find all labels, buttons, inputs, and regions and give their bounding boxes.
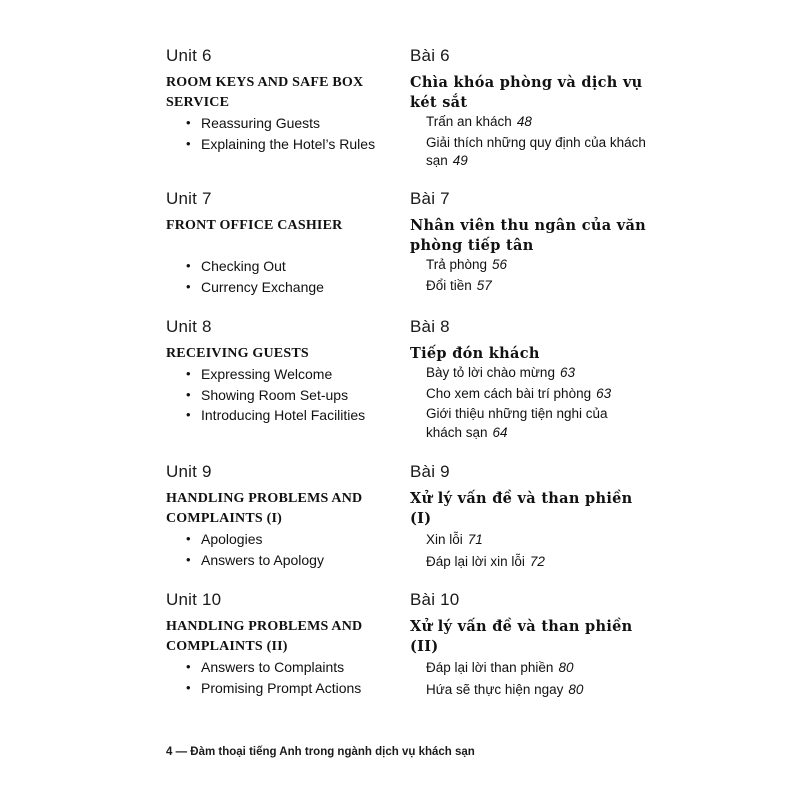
topic-list bbox=[410, 113, 646, 171]
unit-label: Unit 8 bbox=[166, 317, 212, 336]
unit-8-vi bbox=[410, 317, 646, 442]
unit-title: Xử lý vấn đề và than phiền (II) bbox=[410, 618, 633, 655]
unit-label: Bài 10 bbox=[410, 590, 460, 609]
topic-list bbox=[410, 364, 646, 442]
topic-item bbox=[426, 134, 646, 171]
bullet-icon: • bbox=[186, 679, 191, 695]
unit-label: Unit 10 bbox=[166, 590, 222, 609]
unit-title: ROOM KEYS AND SAFE BOX SERVICE bbox=[166, 75, 364, 110]
topic-item bbox=[426, 256, 646, 275]
bullet-icon: • bbox=[186, 366, 191, 381]
unit-7-en bbox=[166, 189, 388, 297]
unit-label: Bài 6 bbox=[410, 46, 450, 65]
bullet-icon: • bbox=[186, 258, 191, 273]
page-number: 48 bbox=[516, 114, 532, 129]
page-number: 49 bbox=[452, 153, 468, 168]
topic-text: Bày tỏ lời chào mừng bbox=[426, 365, 555, 380]
bullet-icon: • bbox=[186, 278, 191, 294]
topic-text: Answers to Apology bbox=[201, 551, 324, 568]
topic-item bbox=[166, 113, 388, 134]
bullet-icon: • bbox=[186, 386, 191, 402]
topic-text: Cho xem cách bài trí phòng bbox=[426, 385, 592, 401]
topic-text: Hứa sẽ thực hiện ngay bbox=[426, 681, 564, 697]
page-number: 71 bbox=[467, 532, 483, 547]
page-number: 64 bbox=[492, 424, 508, 440]
topic-item bbox=[166, 550, 388, 571]
unit-title: HANDLING PROBLEMS AND COMPLAINTS (II) bbox=[166, 619, 363, 654]
bullet-icon: • bbox=[186, 115, 191, 130]
unit-6-en bbox=[166, 46, 388, 154]
unit-10-vi bbox=[410, 590, 646, 699]
topic-text: Currency Exchange bbox=[201, 278, 324, 295]
page-number: 80 bbox=[558, 660, 574, 675]
bullet-icon: • bbox=[186, 531, 191, 546]
unit-title: RECEIVING GUESTS bbox=[166, 346, 309, 361]
unit-9-en bbox=[166, 462, 388, 570]
topic-item bbox=[426, 531, 646, 550]
page-number: 72 bbox=[529, 553, 545, 569]
topic-text: Đáp lại lời xin lỗi bbox=[426, 553, 525, 569]
topic-list bbox=[410, 659, 646, 699]
unit-label: Unit 9 bbox=[166, 462, 212, 481]
topic-item bbox=[426, 113, 646, 132]
topic-text: Giải thích những quy định của khách sạn bbox=[426, 134, 646, 168]
topic-text: Expressing Welcome bbox=[201, 366, 333, 382]
topic-item bbox=[426, 364, 646, 383]
topic-text: Introducing Hotel Facilities bbox=[201, 407, 366, 423]
topic-text: Giới thiệu những tiện nghi của khách sạn bbox=[426, 406, 608, 440]
topic-item bbox=[426, 681, 646, 700]
unit-10-en bbox=[166, 590, 388, 698]
topic-item bbox=[166, 134, 388, 155]
unit-7-vi bbox=[410, 189, 646, 295]
unit-title: Xử lý vấn đề và than phiền (I) bbox=[410, 490, 633, 527]
topic-text: Trả phòng bbox=[426, 257, 488, 272]
topic-text: Checking Out bbox=[201, 258, 286, 274]
page-footer: 4 — Đàm thoại tiếng Anh trong ngành dịch vụ khách sạn bbox=[166, 746, 475, 758]
topic-item bbox=[426, 385, 646, 404]
unit-title: FRONT OFFICE CASHIER bbox=[166, 218, 343, 233]
topic-list bbox=[410, 256, 646, 295]
page-number: 63 bbox=[559, 365, 575, 380]
topic-text: Đáp lại lời than phiền bbox=[426, 660, 554, 675]
page-number: 57 bbox=[476, 277, 492, 293]
topic-item bbox=[426, 553, 646, 572]
bullet-icon: • bbox=[186, 135, 191, 151]
unit-title: Chìa khóa phòng và dịch vụ két sắt bbox=[410, 74, 643, 111]
topic-item bbox=[166, 385, 388, 406]
page-number: 56 bbox=[492, 257, 508, 272]
topic-text: Đổi tiền bbox=[426, 277, 472, 293]
topic-text: Showing Room Set-ups bbox=[201, 386, 349, 403]
topic-item bbox=[166, 256, 388, 277]
topic-text: Trấn an khách bbox=[426, 114, 512, 129]
unit-9-vi bbox=[410, 462, 646, 571]
unit-title: HANDLING PROBLEMS AND COMPLAINTS (I) bbox=[166, 491, 363, 526]
topic-item bbox=[166, 405, 388, 426]
unit-title: Nhân viên thu ngân của văn phòng tiếp tân bbox=[410, 217, 647, 254]
topic-item bbox=[426, 277, 646, 296]
topic-list bbox=[166, 657, 388, 698]
topic-list bbox=[166, 256, 388, 297]
unit-label: Bài 7 bbox=[410, 189, 450, 208]
topic-text: Apologies bbox=[201, 531, 263, 547]
topic-text: Answers to Complaints bbox=[201, 659, 345, 675]
topic-item bbox=[426, 405, 646, 442]
topic-item bbox=[166, 657, 388, 678]
page-number: 80 bbox=[568, 681, 584, 697]
topic-list bbox=[166, 113, 388, 154]
topic-list bbox=[166, 529, 388, 570]
bullet-icon: • bbox=[186, 407, 191, 422]
unit-label: Unit 6 bbox=[166, 46, 212, 65]
unit-label: Bài 8 bbox=[410, 317, 450, 336]
unit-8-en bbox=[166, 317, 388, 426]
topic-text: Xin lỗi bbox=[426, 532, 463, 547]
unit-6-vi bbox=[410, 46, 646, 171]
page-number: 63 bbox=[596, 385, 612, 401]
unit-label: Bài 9 bbox=[410, 462, 450, 481]
topic-item bbox=[166, 277, 388, 298]
bullet-icon: • bbox=[186, 551, 191, 567]
topic-item bbox=[166, 364, 388, 385]
topic-item bbox=[426, 659, 646, 678]
topic-text: Reassuring Guests bbox=[201, 115, 321, 131]
topic-text: Explaining the Hotel’s Rules bbox=[201, 135, 376, 152]
topic-text: Promising Prompt Actions bbox=[201, 679, 362, 696]
topic-list bbox=[410, 531, 646, 571]
unit-title: Tiếp đón khách bbox=[410, 345, 540, 362]
topic-item bbox=[166, 529, 388, 550]
topic-item bbox=[166, 678, 388, 699]
unit-label: Unit 7 bbox=[166, 189, 212, 208]
topic-list bbox=[166, 364, 388, 426]
bullet-icon: • bbox=[186, 659, 191, 674]
